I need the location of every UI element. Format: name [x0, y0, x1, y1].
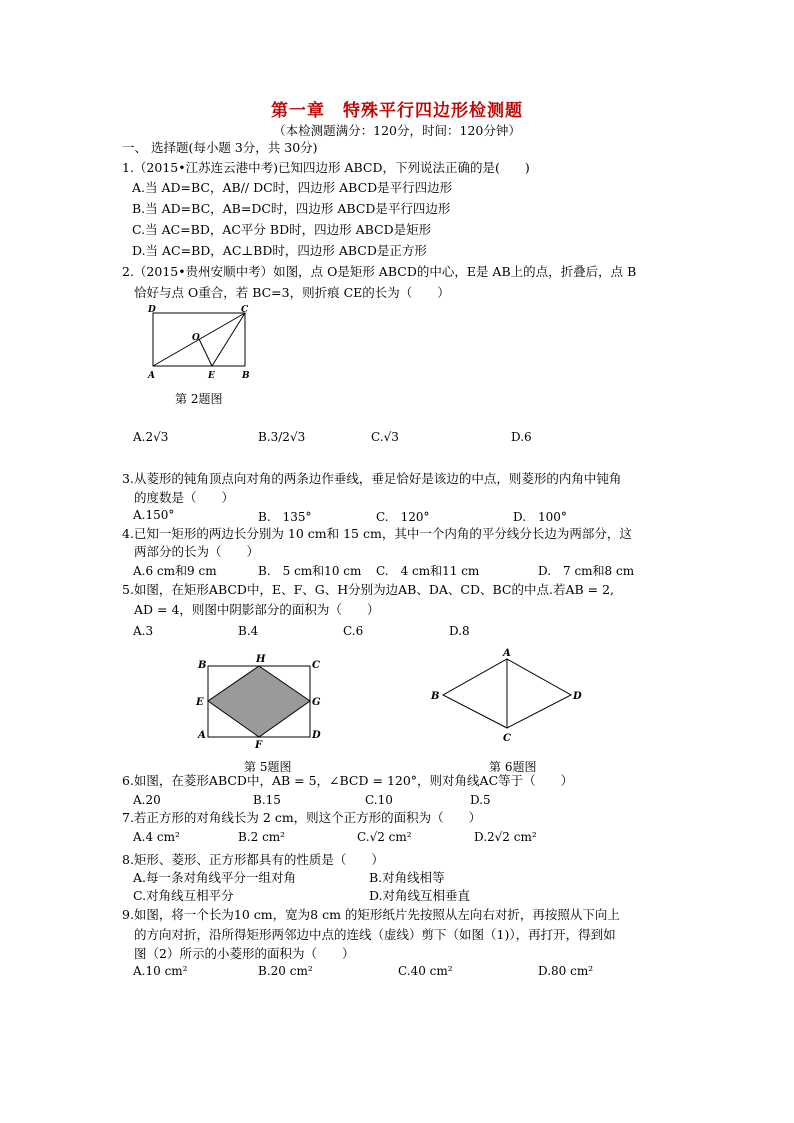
q9-option-c: C.40 cm²: [398, 964, 453, 978]
q7-option-a: A.4 cm²: [133, 830, 180, 844]
q8-option-b: B.对角线相等: [369, 870, 445, 885]
q2-label-d: D: [148, 305, 156, 315]
q9-option-b: B.20 cm²: [258, 964, 313, 978]
q5-label-b: B: [198, 660, 207, 671]
q2-option-c: C.√3: [371, 430, 399, 444]
q5-shaded-rhombus: [208, 666, 310, 737]
q7-option-c: C.√2 cm²: [357, 830, 412, 844]
q5-figure: [190, 650, 330, 750]
q9-stem-line1: 9.如图，将一个长为10 cm，宽为8 cm 的矩形纸片先按照从左向右对折，再按照从下向上: [122, 907, 620, 922]
q8-stem: 8.矩形、菱形、正方形都具有的性质是（ ）: [122, 852, 384, 867]
q5-stem-line1: 5.如图，在矩形ABCD中，E、F、G、H分别为边AB、DA、CD、BC的中点.若AB = 2,: [122, 582, 615, 597]
q6-label-d: D: [573, 691, 582, 702]
q2-label-e: E: [208, 371, 215, 381]
q3-stem-line1: 3.从菱形的钝角顶点向对角的两条边作垂线，垂足恰好是该边的中点，则菱形的内角中钝角: [122, 471, 622, 486]
q4-stem-line1: 4.已知一矩形的两边长分别为 10 cm和 15 cm，其中一个内角的平分线分长边为两部分，这: [122, 526, 632, 541]
q7-stem: 7.若正方形的对角线长为 2 cm，则这个正方形的面积为（ ）: [122, 810, 482, 825]
q5-caption: 第 5题图: [244, 760, 292, 774]
q1-option-c: C.当 AC=BD，AC平分 BD时，四边形 ABCD是矩形: [132, 222, 432, 237]
q5-option-b: B.4: [238, 624, 259, 638]
q2-label-o: O: [192, 333, 200, 343]
q2-option-d: D.6: [511, 430, 532, 444]
q6-option-b: B.15: [253, 793, 281, 807]
q4-option-a: A.6 cm和9 cm: [133, 564, 217, 578]
q5-label-e: E: [196, 697, 204, 708]
q2-stem-line1: 2.（2015•贵州安顺中考）如图，点 O是矩形 ABCD的中心，E是 AB上的点，折叠后，点 B: [122, 264, 637, 279]
q9-option-d: D.80 cm²: [538, 964, 594, 978]
q2-option-b: B.3/2√3: [258, 430, 306, 444]
q3-option-c: C. 120°: [376, 510, 430, 524]
q2-label-c: C: [241, 305, 249, 315]
q3-option-d: D. 100°: [513, 510, 567, 524]
q4-option-d: D. 7 cm和8 cm: [538, 564, 635, 578]
q4-stem-line2: 两部分的长为（ ）: [134, 544, 260, 559]
q6-label-a: A: [503, 648, 511, 659]
q5-label-g: G: [312, 697, 321, 708]
q4-option-b: B. 5 cm和10 cm: [258, 564, 362, 578]
q2-segment-oe: [199, 339, 212, 366]
q5-option-c: C.6: [343, 624, 364, 638]
q2-figure: [140, 300, 260, 388]
q7-option-d: D.2√2 cm²: [474, 830, 537, 844]
q2-label-a: A: [148, 371, 155, 381]
q6-figure: [425, 643, 595, 748]
page-title: 第一章 特殊平行四边形检测题: [271, 101, 523, 121]
q5-option-d: D.8: [449, 624, 470, 638]
q1-stem: 1.（2015•江苏连云港中考)已知四边形 ABCD，下列说法正确的是( ): [122, 160, 530, 175]
q6-option-d: D.5: [470, 793, 491, 807]
q2-label-b: B: [242, 371, 250, 381]
q9-stem-line3: 图（2）所示的小菱形的面积为（ ）: [134, 946, 355, 961]
q9-stem-line2: 的方向对折，沿所得矩形两邻边中点的连线（虚线）剪下（如图（1)），再打开，得到如: [134, 927, 616, 942]
q6-caption: 第 6题图: [489, 760, 537, 774]
q3-stem-line2: 的度数是（ ）: [134, 490, 235, 505]
q1-option-a: A.当 AD=BC，AB// DC时，四边形 ABCD是平行四边形: [132, 180, 453, 195]
q8-option-c: C.对角线互相平分: [133, 888, 234, 903]
q5-stem-line2: AD = 4，则图中阴影部分的面积为（ ）: [134, 602, 380, 617]
q6-stem: 6.如图，在菱形ABCD中，AB = 5，∠BCD = 120°，则对角线AC等于（ ）: [122, 773, 574, 788]
q5-label-c: C: [312, 660, 320, 671]
q3-option-b: B. 135°: [258, 510, 312, 524]
q6-label-c: C: [503, 733, 511, 744]
q8-option-a: A.每一条对角线平分一组对角: [133, 870, 297, 885]
q7-option-b: B.2 cm²: [238, 830, 285, 844]
q2-stem-line2: 恰好与点 O重合，若 BC=3，则折痕 CE的长为（ ）: [134, 285, 450, 300]
q1-option-d: D.当 AC=BD，AC⊥BD时，四边形 ABCD是正方形: [132, 243, 427, 258]
q5-label-a: A: [198, 730, 206, 741]
q3-option-a: A.150°: [133, 508, 175, 522]
q2-option-a: A.2√3: [133, 430, 169, 444]
q5-label-h: H: [256, 654, 266, 665]
q8-option-d: D.对角线互相垂直: [369, 888, 471, 903]
q5-label-d: D: [312, 730, 321, 741]
q2-crease-ce: [212, 313, 245, 366]
q9-option-a: A.10 cm²: [133, 964, 188, 978]
q5-option-a: A.3: [133, 624, 154, 638]
q6-label-b: B: [431, 691, 440, 702]
q6-option-a: A.20: [133, 793, 161, 807]
page-subtitle: （本检测题满分：120分，时间：120分钟）: [273, 123, 521, 138]
q2-caption: 第 2题图: [175, 392, 223, 406]
q1-option-b: B.当 AD=BC，AB=DC时，四边形 ABCD是平行四边形: [132, 201, 451, 216]
section-heading: 一、 选择题(每小题 3分，共 30分): [122, 140, 318, 155]
q5-label-f: F: [255, 740, 263, 750]
q4-option-c: C. 4 cm和11 cm: [376, 564, 480, 578]
q6-option-c: C.10: [365, 793, 393, 807]
